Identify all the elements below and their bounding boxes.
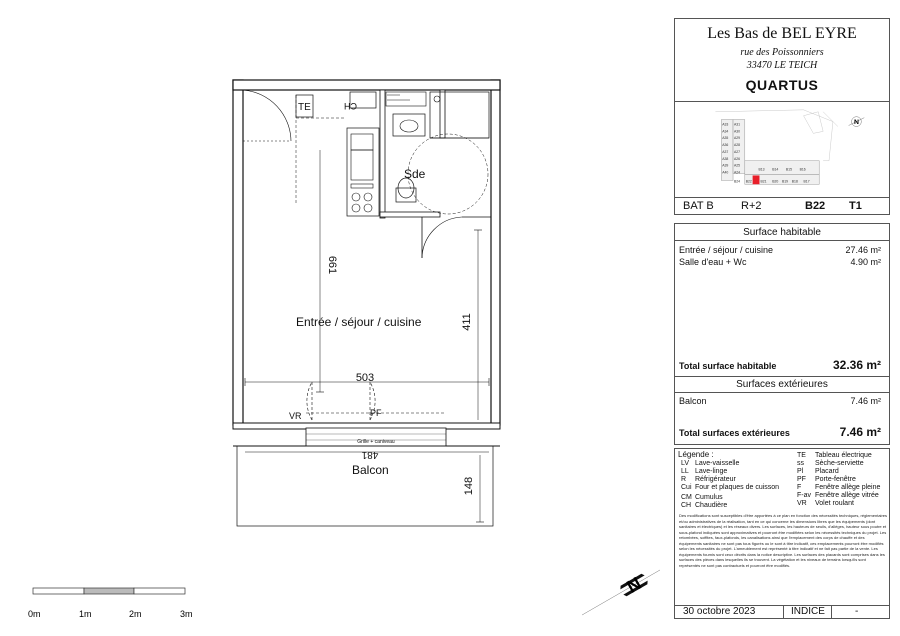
legend-text: Placard xyxy=(815,468,839,475)
kitchen-counter xyxy=(347,128,379,216)
scale-label-2: 2m xyxy=(129,609,142,619)
svg-text:A24: A24 xyxy=(734,170,741,175)
ch-label: CH xyxy=(344,101,357,111)
svg-text:B20: B20 xyxy=(772,179,779,184)
svg-text:A31: A31 xyxy=(734,122,741,127)
legend-text: Réfrigérateur xyxy=(695,476,736,483)
shower xyxy=(430,92,489,138)
lot-label: B22 xyxy=(805,200,826,212)
title-panel xyxy=(674,18,890,102)
pf-label: PF xyxy=(370,408,382,418)
svg-text:B21: B21 xyxy=(760,179,767,184)
svg-text:A26: A26 xyxy=(734,156,741,161)
indice-value: - xyxy=(855,606,859,617)
te-label: TE xyxy=(298,102,311,113)
date-label: 30 octobre 2023 xyxy=(683,606,756,617)
indice-label: INDICE xyxy=(791,606,825,617)
dim-148: 148 xyxy=(463,476,475,496)
surface-row-value-2: 4.90 m² xyxy=(850,257,881,267)
wall-right xyxy=(491,80,500,425)
legend-text: Sèche-serviette xyxy=(815,460,864,467)
legend-text: Fenêtre allège vitrée xyxy=(815,492,879,499)
surface-row-label-2: Salle d'eau + Wc xyxy=(679,257,747,267)
wall-left xyxy=(233,80,243,425)
legend-code: CM xyxy=(681,494,692,501)
svg-text:B19: B19 xyxy=(782,179,789,184)
svg-text:B24: B24 xyxy=(734,179,741,184)
legend-code: F xyxy=(797,484,802,491)
scale-label-1: 1m xyxy=(79,609,92,619)
svg-text:B16: B16 xyxy=(799,167,806,172)
grille-label: Grille + caniveau xyxy=(357,439,395,445)
legend-title: Légende : xyxy=(678,450,714,459)
legend-text: Lave-linge xyxy=(695,468,728,475)
total-exterior-value: 7.46 m² xyxy=(839,425,881,439)
compass-letter: N xyxy=(623,573,645,597)
dim-661: 661 xyxy=(326,255,338,275)
exterior-row-label: Balcon xyxy=(679,396,707,406)
surface-row-label-1: Entrée / séjour / cuisine xyxy=(679,245,774,255)
project-street: rue des Poissonniers xyxy=(740,47,824,58)
key-plan xyxy=(674,101,890,198)
legend-code: Pl xyxy=(797,468,804,475)
total-exterior-label: Total surfaces extérieures xyxy=(679,428,790,438)
svg-text:A25: A25 xyxy=(734,163,741,168)
surface-habitable-title: Surface habitable xyxy=(743,227,821,238)
svg-text:A37: A37 xyxy=(722,149,729,154)
svg-text:B15: B15 xyxy=(785,167,792,172)
exterior-title: Surfaces extérieures xyxy=(736,379,828,390)
sde-label: Sde xyxy=(404,167,426,181)
project-city: 33470 LE TEICH xyxy=(746,60,818,71)
legend-code: CH xyxy=(681,502,692,509)
balcony-label: Balcon xyxy=(352,463,389,477)
total-habitable-value: 32.36 m² xyxy=(832,358,881,372)
svg-text:B17: B17 xyxy=(803,179,810,184)
legend-code: TE xyxy=(797,452,806,459)
svg-text:A30: A30 xyxy=(734,129,741,134)
legend-code: PF xyxy=(797,476,806,483)
dim-503: 503 xyxy=(355,372,375,384)
north-compass-icon xyxy=(577,546,660,623)
brand-logo: QUARTUS xyxy=(745,77,819,93)
dim-411: 411 xyxy=(461,313,473,331)
svg-text:A28: A28 xyxy=(734,143,741,148)
scale-label-3: 3m xyxy=(180,609,193,619)
svg-text:B14: B14 xyxy=(772,167,779,172)
legend-text: Four et plaques de cuisson xyxy=(695,484,780,491)
project-title: Les Bas de BEL EYRE xyxy=(707,25,857,42)
main-room-label: Entrée / séjour / cuisine xyxy=(296,315,422,329)
svg-text:A38: A38 xyxy=(722,156,729,161)
unit-info-row xyxy=(674,197,890,215)
legend-code: VR xyxy=(797,500,807,507)
legend-text: Tableau électrique xyxy=(815,452,872,459)
legend-panel xyxy=(674,448,890,606)
legend-code: Cui xyxy=(681,484,692,491)
legend-text: Chaudière xyxy=(695,502,728,509)
legend-code: ss xyxy=(797,460,804,467)
washbasin xyxy=(393,114,425,136)
surface-row-value-1: 27.46 m² xyxy=(845,245,881,255)
legend-code: R xyxy=(681,476,687,483)
legend-text: Lave-vaisselle xyxy=(695,460,740,467)
scale-bar xyxy=(28,588,193,619)
legend-text: Volet roulant xyxy=(815,500,854,507)
wall-top xyxy=(233,80,500,90)
svg-text:A33: A33 xyxy=(722,122,729,127)
legend-text: Porte-fenêtre xyxy=(815,476,856,483)
legend-code: LV xyxy=(681,460,690,467)
level-label: R+2 xyxy=(741,200,762,212)
svg-text:B13: B13 xyxy=(758,167,765,172)
svg-text:A34: A34 xyxy=(722,129,729,134)
exterior-row-value: 7.46 m² xyxy=(850,396,881,406)
legend-text: Fenêtre allège pleine xyxy=(815,484,881,491)
svg-text:A27: A27 xyxy=(734,149,741,154)
legend-text: Cumulus xyxy=(695,494,723,501)
svg-text:A36: A36 xyxy=(722,143,729,148)
svg-text:B18: B18 xyxy=(791,179,798,184)
svg-text:A40: A40 xyxy=(722,170,729,175)
legend-code: LL xyxy=(681,468,689,475)
type-label: T1 xyxy=(849,200,862,212)
dim-481: 481 xyxy=(361,449,379,460)
svg-text:A39: A39 xyxy=(722,163,729,168)
bathroom-wall xyxy=(380,90,385,218)
building-label: BAT B xyxy=(683,200,714,212)
vr-label: VR xyxy=(289,411,302,421)
footer-row xyxy=(674,605,890,619)
legend-notes: Des modifications sont susceptibles d'être apportées à ce plan en fonction des nécessités techniques, réglementaires et/ou administratives de la réalisation, tant en ce qui concerne les dimensions libres que les équipements (dont sanitaires et électriques) et les réseaux divers. Les surfaces, les hauteurs de seuils, d'allèges, hauteur sous poutre et sous-plafond indiquées sont approximatives et pourront être modifiées selon les nécessités techniques du projet. Les retombées, soffites, faux-plafonds, les canalisations ainsi que l'emplacement des corps de chauffe et des équipements sanitaires ne sont pas tous figurés ou le sont à titre indicatif, ces emplacements pourront être modifiés selon les nécessités du projet. L'ameublement est représenté à titre indicatif et ne fait pas partie de la vente. Les équipements fournis sont ceux décrits dans la notice descriptive. Les surfaces des placards sont comprises dans les surfaces des pièces dans lesquelles ils se trouvent. La végétation et les niveaux de terrains lorsqu'ils sont représentés ne sont pas contractuels et pourront être modifiés. xyxy=(679,513,887,568)
svg-text:A29: A29 xyxy=(734,136,741,141)
svg-text:A35: A35 xyxy=(722,136,729,141)
scale-label-0: 0m xyxy=(28,609,41,619)
highlight-lot xyxy=(753,175,760,184)
total-habitable-label: Total surface habitable xyxy=(679,361,777,371)
surfaces-panel xyxy=(674,223,890,445)
legend-code: F-av xyxy=(797,492,811,499)
keyplan-north: N xyxy=(853,119,859,127)
svg-text:B22: B22 xyxy=(745,179,752,184)
